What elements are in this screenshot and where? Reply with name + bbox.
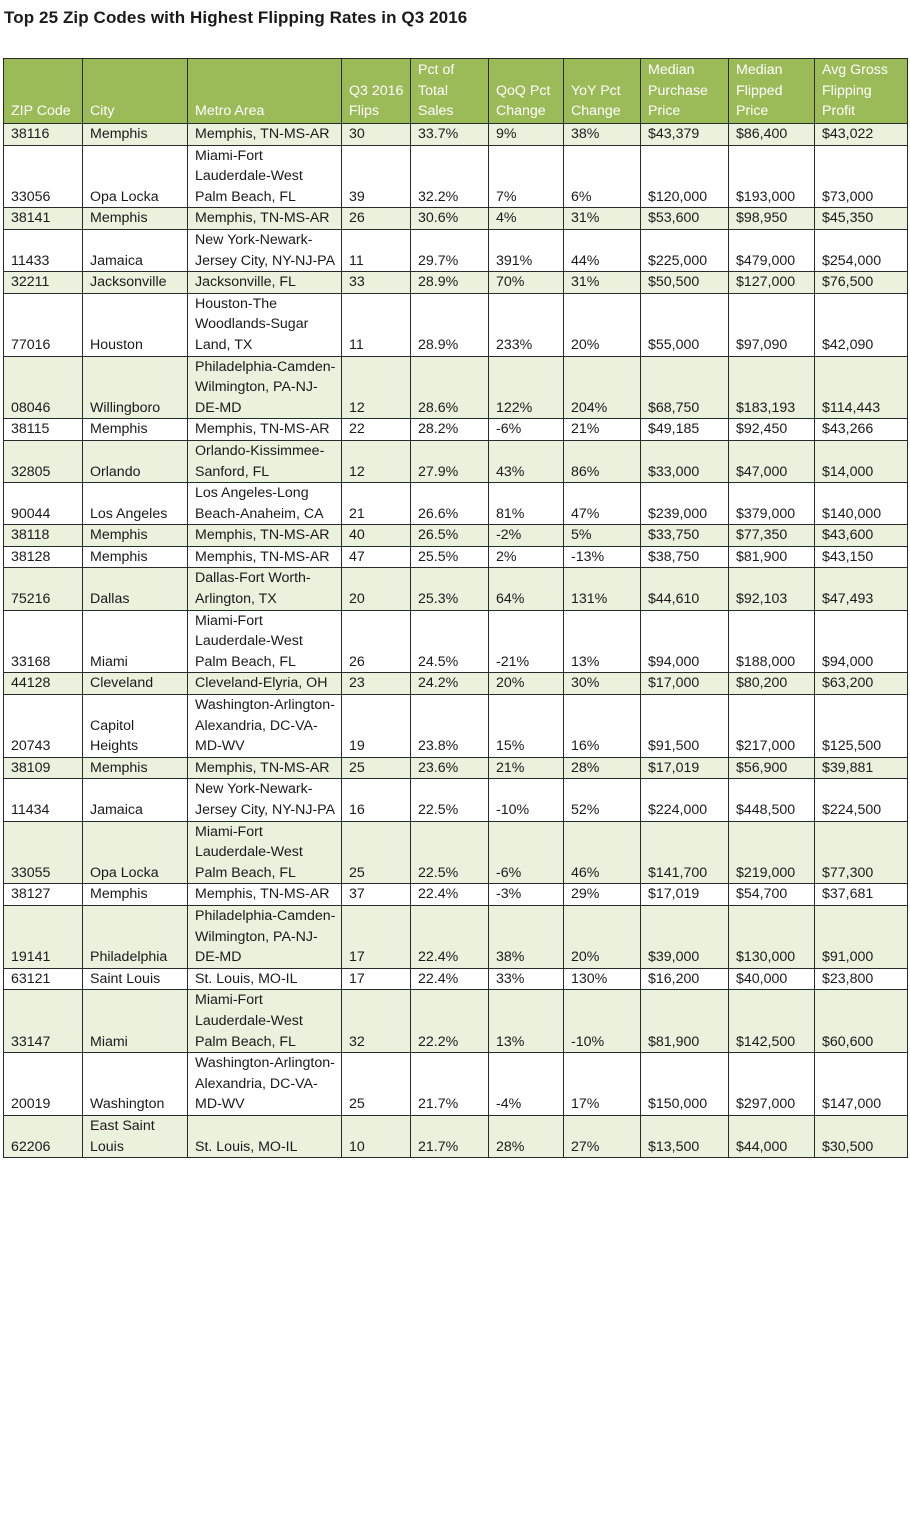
cell-flips: 25 [342,821,411,884]
cell-profit: $23,800 [815,968,908,990]
cell-flipped: $219,000 [729,821,815,884]
cell-metro: Washington-Arlington-Alexandria, DC-VA-MD-WV [188,695,342,758]
cell-city: Philadelphia [83,905,188,968]
cell-profit: $14,000 [815,440,908,482]
cell-metro: Philadelphia-Camden-Wilmington, PA-NJ-DE-MD [188,905,342,968]
cell-city: Capitol Heights [83,695,188,758]
cell-qoq: 122% [489,356,564,419]
cell-yoy: 17% [564,1053,641,1116]
cell-pct: 22.5% [411,779,489,821]
cell-flips: 33 [342,272,411,294]
cell-metro: Miami-Fort Lauderdale-West Palm Beach, FL [188,821,342,884]
cell-pct: 25.3% [411,568,489,610]
table-row [4,356,908,419]
cell-flips: 19 [342,695,411,758]
column-header-flips: Q3 2016 Flips [342,59,411,124]
cell-pct: 23.8% [411,695,489,758]
table-row [4,208,908,230]
cell-flips: 21 [342,483,411,525]
table-row [4,272,908,294]
cell-profit: $114,443 [815,356,908,419]
cell-zip: 90044 [4,483,83,525]
cell-flipped: $297,000 [729,1053,815,1116]
cell-pct: 21.7% [411,1115,489,1157]
cell-yoy: 13% [564,610,641,673]
cell-purchase: $17,000 [641,673,729,695]
cell-flips: 39 [342,145,411,208]
cell-zip: 20743 [4,695,83,758]
cell-profit: $43,022 [815,124,908,146]
cell-profit: $47,493 [815,568,908,610]
cell-metro: Jacksonville, FL [188,272,342,294]
cell-profit: $43,266 [815,419,908,441]
table-row [4,757,908,779]
cell-flipped: $217,000 [729,695,815,758]
cell-pct: 21.7% [411,1053,489,1116]
table-row [4,779,908,821]
cell-metro: Cleveland-Elyria, OH [188,673,342,695]
cell-qoq: 81% [489,483,564,525]
cell-city: Washington [83,1053,188,1116]
table-row [4,695,908,758]
cell-profit: $125,500 [815,695,908,758]
cell-flips: 40 [342,525,411,547]
cell-qoq: 4% [489,208,564,230]
cell-city: Opa Locka [83,145,188,208]
cell-flips: 16 [342,779,411,821]
cell-pct: 22.4% [411,905,489,968]
column-header-zip: ZIP Code [4,59,83,124]
cell-yoy: 20% [564,905,641,968]
cell-pct: 22.5% [411,821,489,884]
cell-qoq: 33% [489,968,564,990]
cell-profit: $94,000 [815,610,908,673]
cell-yoy: 6% [564,145,641,208]
cell-pct: 28.9% [411,272,489,294]
cell-metro: St. Louis, MO-IL [188,968,342,990]
cell-flips: 10 [342,1115,411,1157]
cell-metro: Miami-Fort Lauderdale-West Palm Beach, FL [188,610,342,673]
cell-city: Memphis [83,757,188,779]
cell-purchase: $50,500 [641,272,729,294]
cell-zip: 63121 [4,968,83,990]
cell-metro: Miami-Fort Lauderdale-West Palm Beach, FL [188,990,342,1053]
table-row [4,1115,908,1157]
cell-profit: $76,500 [815,272,908,294]
cell-qoq: 70% [489,272,564,294]
cell-purchase: $13,500 [641,1115,729,1157]
cell-metro: Houston-The Woodlands-Sugar Land, TX [188,293,342,356]
cell-city: Jacksonville [83,272,188,294]
header-row [4,59,908,124]
cell-metro: Philadelphia-Camden-Wilmington, PA-NJ-DE-MD [188,356,342,419]
table-row [4,145,908,208]
cell-flips: 20 [342,568,411,610]
cell-zip: 38127 [4,884,83,906]
cell-zip: 77016 [4,293,83,356]
cell-metro: Memphis, TN-MS-AR [188,546,342,568]
cell-profit: $39,881 [815,757,908,779]
cell-profit: $254,000 [815,229,908,271]
table-row [4,990,908,1053]
cell-metro: Memphis, TN-MS-AR [188,884,342,906]
cell-purchase: $225,000 [641,229,729,271]
cell-purchase: $91,500 [641,695,729,758]
cell-flipped: $44,000 [729,1115,815,1157]
cell-flips: 26 [342,208,411,230]
cell-flipped: $92,450 [729,419,815,441]
cell-pct: 27.9% [411,440,489,482]
cell-profit: $147,000 [815,1053,908,1116]
cell-city: Houston [83,293,188,356]
cell-zip: 44128 [4,673,83,695]
cell-flipped: $97,090 [729,293,815,356]
table-row [4,1053,908,1116]
cell-flips: 12 [342,440,411,482]
cell-purchase: $94,000 [641,610,729,673]
column-header-yoy: YoY Pct Change [564,59,641,124]
column-header-flipped: Median Flipped Price [729,59,815,124]
cell-zip: 32805 [4,440,83,482]
column-header-profit: Avg Gross Flipping Profit [815,59,908,124]
cell-city: Memphis [83,546,188,568]
cell-flipped: $92,103 [729,568,815,610]
cell-purchase: $39,000 [641,905,729,968]
cell-city: Dallas [83,568,188,610]
cell-city: Memphis [83,525,188,547]
cell-qoq: -6% [489,419,564,441]
cell-city: Memphis [83,124,188,146]
cell-qoq: -21% [489,610,564,673]
cell-purchase: $141,700 [641,821,729,884]
cell-pct: 23.6% [411,757,489,779]
table-row [4,124,908,146]
cell-profit: $37,681 [815,884,908,906]
cell-profit: $224,500 [815,779,908,821]
cell-flips: 12 [342,356,411,419]
table-row [4,968,908,990]
cell-city: Jamaica [83,779,188,821]
cell-yoy: 31% [564,208,641,230]
cell-flipped: $188,000 [729,610,815,673]
table-row [4,440,908,482]
cell-qoq: 28% [489,1115,564,1157]
table-row [4,546,908,568]
cell-profit: $43,150 [815,546,908,568]
cell-flipped: $479,000 [729,229,815,271]
cell-yoy: 46% [564,821,641,884]
cell-pct: 28.9% [411,293,489,356]
table-row [4,229,908,271]
cell-flipped: $86,400 [729,124,815,146]
cell-flipped: $80,200 [729,673,815,695]
cell-metro: Orlando-Kissimmee-Sanford, FL [188,440,342,482]
cell-profit: $45,350 [815,208,908,230]
cell-purchase: $44,610 [641,568,729,610]
cell-flipped: $54,700 [729,884,815,906]
cell-flips: 26 [342,610,411,673]
cell-flipped: $127,000 [729,272,815,294]
cell-metro: Dallas-Fort Worth-Arlington, TX [188,568,342,610]
cell-city: Miami [83,990,188,1053]
cell-profit: $77,300 [815,821,908,884]
cell-pct: 26.5% [411,525,489,547]
cell-yoy: 130% [564,968,641,990]
cell-zip: 32211 [4,272,83,294]
cell-purchase: $33,750 [641,525,729,547]
cell-pct: 24.2% [411,673,489,695]
cell-zip: 11433 [4,229,83,271]
cell-zip: 38118 [4,525,83,547]
cell-pct: 22.4% [411,884,489,906]
cell-yoy: 5% [564,525,641,547]
cell-pct: 28.6% [411,356,489,419]
cell-purchase: $120,000 [641,145,729,208]
cell-flips: 17 [342,968,411,990]
table-row [4,884,908,906]
cell-zip: 33147 [4,990,83,1053]
cell-profit: $42,090 [815,293,908,356]
cell-yoy: 204% [564,356,641,419]
cell-pct: 30.6% [411,208,489,230]
cell-qoq: 21% [489,757,564,779]
cell-flipped: $56,900 [729,757,815,779]
cell-metro: Memphis, TN-MS-AR [188,525,342,547]
cell-metro: St. Louis, MO-IL [188,1115,342,1157]
cell-yoy: 44% [564,229,641,271]
cell-qoq: -10% [489,779,564,821]
cell-yoy: 29% [564,884,641,906]
cell-city: Saint Louis [83,968,188,990]
cell-metro: Los Angeles-Long Beach-Anaheim, CA [188,483,342,525]
cell-purchase: $33,000 [641,440,729,482]
cell-yoy: 86% [564,440,641,482]
cell-yoy: -10% [564,990,641,1053]
cell-flips: 30 [342,124,411,146]
cell-yoy: 52% [564,779,641,821]
cell-purchase: $17,019 [641,884,729,906]
cell-flips: 37 [342,884,411,906]
cell-flips: 32 [342,990,411,1053]
table-row [4,821,908,884]
cell-profit: $60,600 [815,990,908,1053]
cell-profit: $140,000 [815,483,908,525]
flipping-rates-table [3,58,908,1158]
cell-qoq: 7% [489,145,564,208]
cell-qoq: 2% [489,546,564,568]
cell-zip: 38116 [4,124,83,146]
cell-purchase: $17,019 [641,757,729,779]
cell-qoq: 13% [489,990,564,1053]
cell-purchase: $224,000 [641,779,729,821]
cell-qoq: 15% [489,695,564,758]
cell-qoq: 38% [489,905,564,968]
cell-zip: 75216 [4,568,83,610]
cell-zip: 33055 [4,821,83,884]
cell-metro: Memphis, TN-MS-AR [188,124,342,146]
cell-yoy: 28% [564,757,641,779]
column-header-metro: Metro Area [188,59,342,124]
cell-city: Willingboro [83,356,188,419]
cell-zip: 38128 [4,546,83,568]
cell-yoy: 27% [564,1115,641,1157]
cell-profit: $43,600 [815,525,908,547]
cell-yoy: 131% [564,568,641,610]
cell-pct: 25.5% [411,546,489,568]
cell-flipped: $142,500 [729,990,815,1053]
cell-zip: 20019 [4,1053,83,1116]
cell-yoy: 31% [564,272,641,294]
cell-qoq: 391% [489,229,564,271]
cell-qoq: -6% [489,821,564,884]
cell-purchase: $68,750 [641,356,729,419]
cell-pct: 29.7% [411,229,489,271]
cell-qoq: 64% [489,568,564,610]
cell-zip: 08046 [4,356,83,419]
cell-pct: 28.2% [411,419,489,441]
cell-flips: 47 [342,546,411,568]
cell-metro: Memphis, TN-MS-AR [188,208,342,230]
cell-flips: 25 [342,757,411,779]
cell-qoq: -4% [489,1053,564,1116]
cell-yoy: 16% [564,695,641,758]
cell-flips: 25 [342,1053,411,1116]
table-row [4,905,908,968]
cell-flipped: $81,900 [729,546,815,568]
cell-city: Cleveland [83,673,188,695]
cell-purchase: $150,000 [641,1053,729,1116]
cell-flipped: $47,000 [729,440,815,482]
cell-city: Memphis [83,884,188,906]
table-row [4,419,908,441]
cell-purchase: $239,000 [641,483,729,525]
column-header-city: City [83,59,188,124]
cell-yoy: 38% [564,124,641,146]
cell-flipped: $98,950 [729,208,815,230]
column-header-qoq: QoQ Pct Change [489,59,564,124]
cell-city: Orlando [83,440,188,482]
table-row [4,525,908,547]
cell-yoy: 21% [564,419,641,441]
cell-flipped: $193,000 [729,145,815,208]
cell-flips: 11 [342,229,411,271]
cell-profit: $91,000 [815,905,908,968]
cell-city: Los Angeles [83,483,188,525]
cell-city: Opa Locka [83,821,188,884]
cell-qoq: 20% [489,673,564,695]
column-header-purchase: Median Purchase Price [641,59,729,124]
cell-metro: Memphis, TN-MS-AR [188,419,342,441]
table-row [4,483,908,525]
cell-purchase: $53,600 [641,208,729,230]
cell-purchase: $38,750 [641,546,729,568]
cell-yoy: 20% [564,293,641,356]
cell-pct: 26.6% [411,483,489,525]
table-row [4,673,908,695]
cell-metro: Memphis, TN-MS-AR [188,757,342,779]
cell-zip: 38141 [4,208,83,230]
cell-flipped: $448,500 [729,779,815,821]
cell-city: East Saint Louis [83,1115,188,1157]
cell-purchase: $81,900 [641,990,729,1053]
cell-profit: $73,000 [815,145,908,208]
cell-city: Jamaica [83,229,188,271]
cell-zip: 19141 [4,905,83,968]
cell-flipped: $77,350 [729,525,815,547]
cell-qoq: 9% [489,124,564,146]
cell-profit: $63,200 [815,673,908,695]
cell-purchase: $16,200 [641,968,729,990]
cell-pct: 24.5% [411,610,489,673]
cell-city: Memphis [83,419,188,441]
cell-flipped: $130,000 [729,905,815,968]
cell-pct: 22.4% [411,968,489,990]
table-row [4,610,908,673]
page-title: Top 25 Zip Codes with Highest Flipping Rates in Q3 2016 [4,8,468,27]
cell-flipped: $183,193 [729,356,815,419]
cell-qoq: 43% [489,440,564,482]
cell-flipped: $40,000 [729,968,815,990]
cell-pct: 22.2% [411,990,489,1053]
cell-zip: 33056 [4,145,83,208]
cell-zip: 33168 [4,610,83,673]
cell-zip: 38115 [4,419,83,441]
cell-qoq: 233% [489,293,564,356]
cell-purchase: $43,379 [641,124,729,146]
cell-yoy: -13% [564,546,641,568]
cell-yoy: 30% [564,673,641,695]
cell-zip: 62206 [4,1115,83,1157]
cell-zip: 11434 [4,779,83,821]
cell-zip: 38109 [4,757,83,779]
cell-flips: 22 [342,419,411,441]
cell-pct: 33.7% [411,124,489,146]
table-row [4,293,908,356]
cell-flips: 17 [342,905,411,968]
cell-yoy: 47% [564,483,641,525]
table-row [4,568,908,610]
cell-flipped: $379,000 [729,483,815,525]
column-header-pct: Pct of Total Sales [411,59,489,124]
cell-metro: New York-Newark-Jersey City, NY-NJ-PA [188,229,342,271]
cell-flips: 23 [342,673,411,695]
cell-metro: Washington-Arlington-Alexandria, DC-VA-MD-WV [188,1053,342,1116]
cell-profit: $30,500 [815,1115,908,1157]
cell-qoq: -2% [489,525,564,547]
cell-flips: 11 [342,293,411,356]
cell-pct: 32.2% [411,145,489,208]
cell-purchase: $49,185 [641,419,729,441]
cell-city: Memphis [83,208,188,230]
cell-purchase: $55,000 [641,293,729,356]
cell-qoq: -3% [489,884,564,906]
cell-metro: New York-Newark-Jersey City, NY-NJ-PA [188,779,342,821]
cell-city: Miami [83,610,188,673]
cell-metro: Miami-Fort Lauderdale-West Palm Beach, FL [188,145,342,208]
